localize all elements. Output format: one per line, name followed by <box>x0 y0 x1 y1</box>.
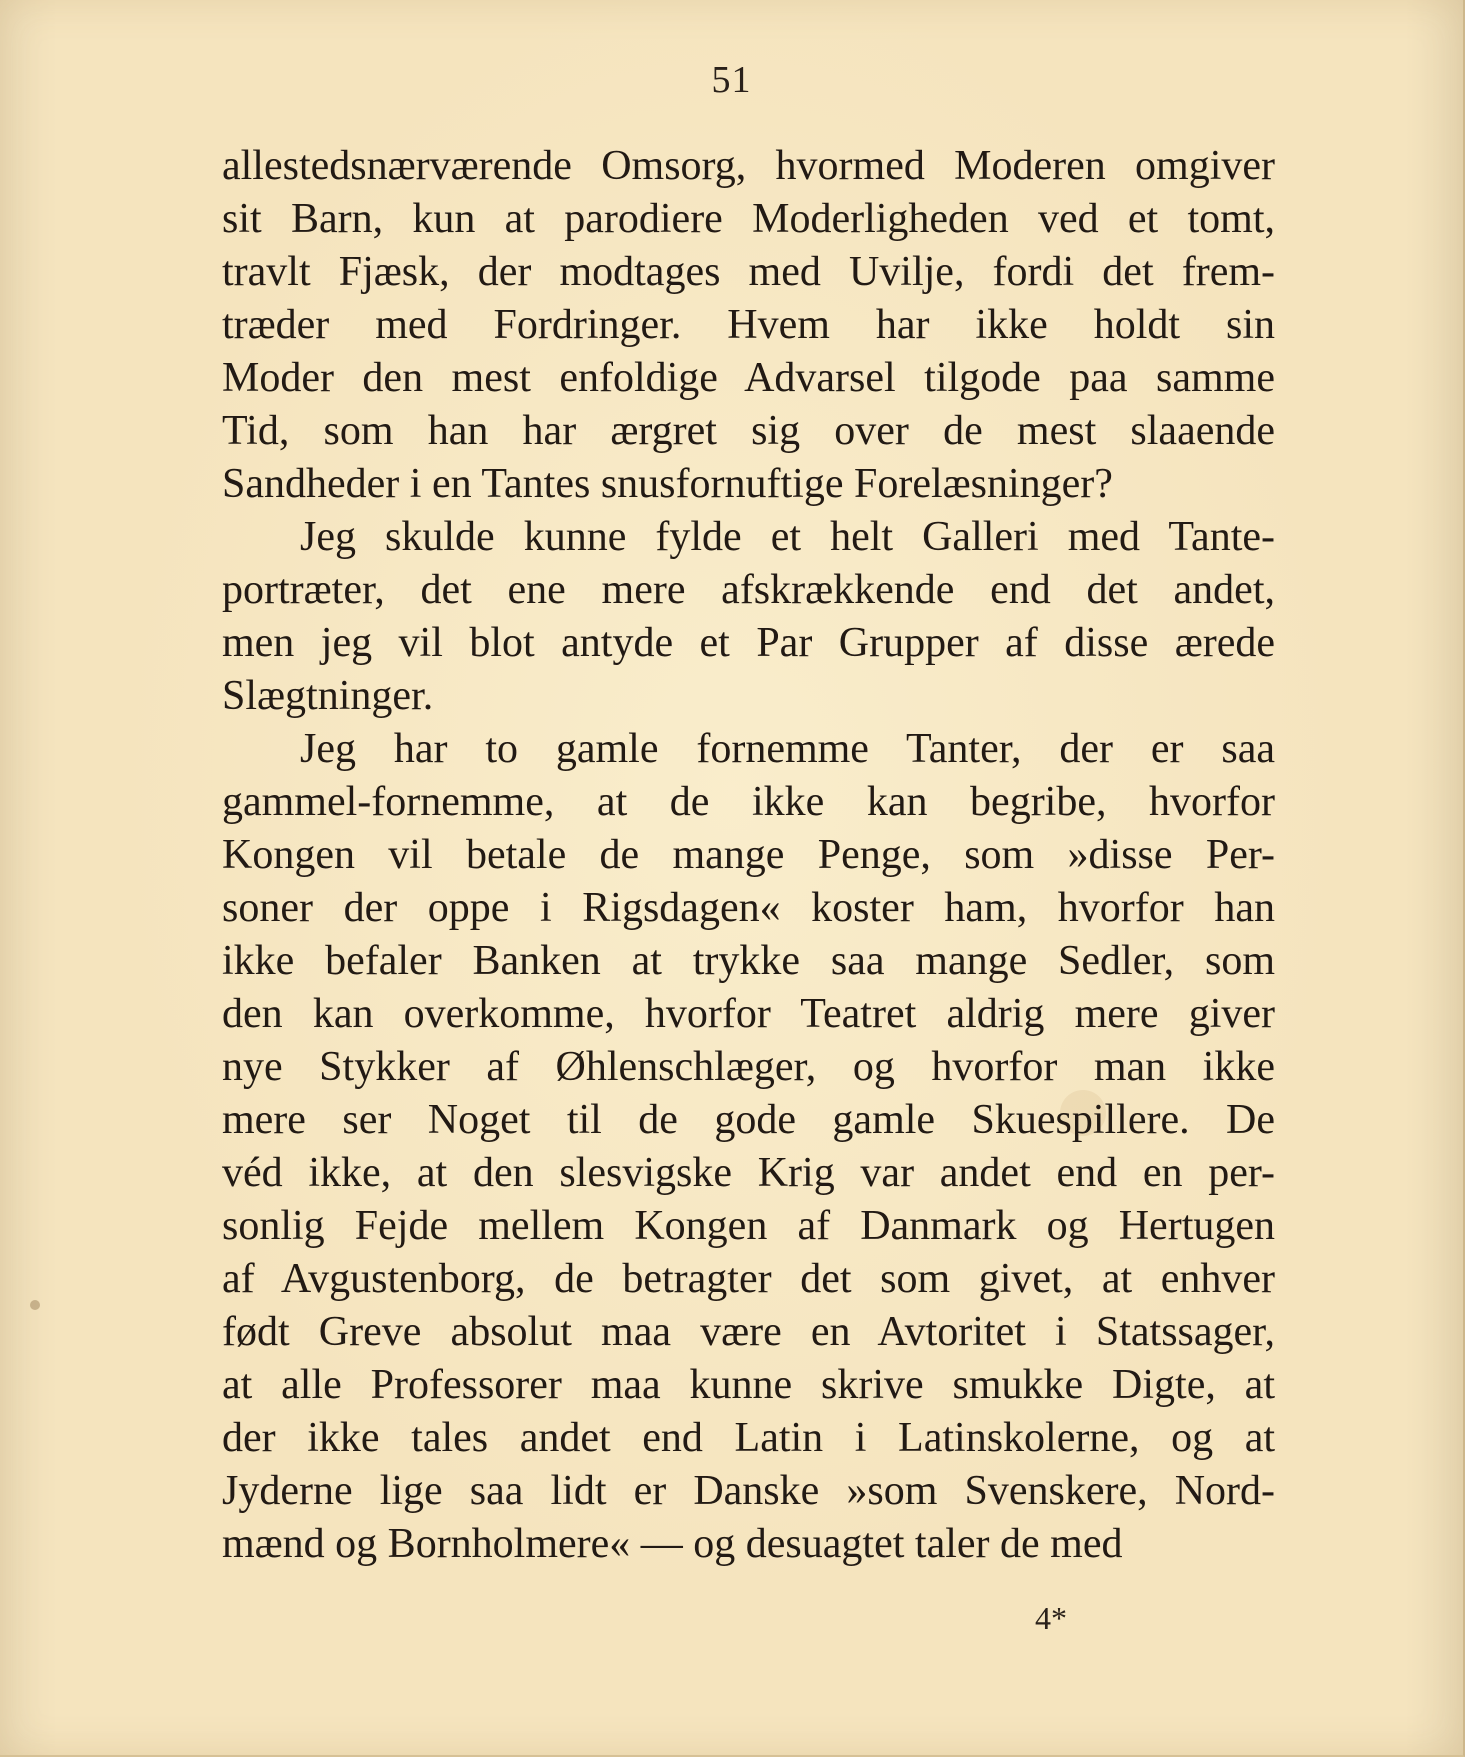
text-line: at alle Professorer maa kunne skrive smukke Digte, at <box>222 1362 1275 1408</box>
page-number: 51 <box>711 59 752 101</box>
text-line: født Greve absolut maa være en Avtoritet i Statssager, <box>222 1309 1275 1355</box>
text-line: véd ikke, at den slesvigske Krig var andet end en per- <box>222 1150 1275 1196</box>
text-line: nye Stykker af Øhlenschlæger, og hvorfor man ikke <box>222 1044 1275 1090</box>
paragraph <box>222 723 1275 1571</box>
text-line: den kan overkomme, hvorfor Teatret aldrig mere giver <box>222 991 1275 1037</box>
text-line: Sandheder i en Tantes snusfornuftige Forelæsninger? <box>222 461 1113 507</box>
text-line: der ikke tales andet end Latin i Latinskolerne, og at <box>222 1415 1275 1461</box>
text-line: ikke befaler Banken at trykke saa mange Sedler, som <box>222 938 1275 984</box>
text-line: træder med Fordringer. Hvem har ikke holdt sin <box>222 302 1275 348</box>
signature-mark: 4* <box>1035 1600 1067 1636</box>
text-line: Moder den mest enfoldige Advarsel tilgode paa samme <box>222 355 1275 401</box>
text-line: allestedsnærværende Omsorg, hvormed Moderen omgiver <box>222 143 1275 189</box>
text-line: mere ser Noget til de gode gamle Skuespillere. De <box>222 1097 1275 1143</box>
text-line: Kongen vil betale de mange Penge, som »disse Per- <box>222 832 1275 878</box>
text-line: gammel-fornemme, at de ikke kan begribe, hvorfor <box>222 779 1275 825</box>
text-line: Jyderne lige saa lidt er Danske »som Svenskere, Nord- <box>222 1468 1275 1514</box>
text-line: Slægtninger. <box>222 673 434 719</box>
paragraph <box>222 140 1275 511</box>
text-line: af Avgustenborg, de betragter det som givet, at enhver <box>222 1256 1275 1302</box>
text-line: Jeg skulde kunne fylde et helt Galleri med Tante- <box>300 514 1275 560</box>
text-line: mænd og Bornholmere« — og desuagtet taler de med <box>222 1521 1123 1567</box>
text-line: Jeg har to gamle fornemme Tanter, der er saa <box>300 726 1275 772</box>
paragraph <box>222 511 1275 723</box>
text-line: men jeg vil blot antyde et Par Grupper af disse ærede <box>222 620 1275 666</box>
text-line: soner der oppe i Rigsdagen« koster ham, hvorfor han <box>222 885 1275 931</box>
text-line: sonlig Fejde mellem Kongen af Danmark og Hertugen <box>222 1203 1275 1249</box>
text-line: Tid, som han har ærgret sig over de mest slaaende <box>222 408 1275 454</box>
text-line: sit Barn, kun at parodiere Moderligheden ved et tomt, <box>222 196 1275 242</box>
text-line: travlt Fjæsk, der modtages med Uvilje, fordi det frem- <box>222 249 1275 295</box>
body-text <box>222 140 1275 1571</box>
paper-stain <box>30 1300 40 1310</box>
text-line: portræter, det ene mere afskrækkende end det andet, <box>222 567 1275 613</box>
